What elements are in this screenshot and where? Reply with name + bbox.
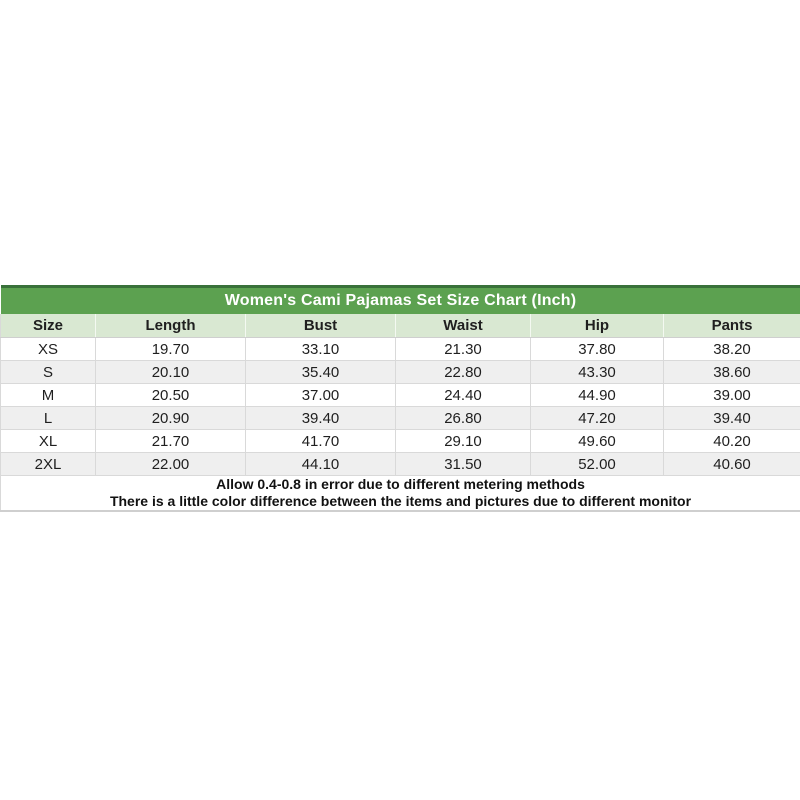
value-cell: 20.50 [96,384,246,407]
value-cell: 21.30 [396,338,531,361]
value-cell: 39.40 [246,407,396,430]
value-cell: 35.40 [246,361,396,384]
value-cell: 52.00 [531,453,664,476]
size-cell: L [1,407,96,430]
size-cell: 2XL [1,453,96,476]
value-cell: 43.30 [531,361,664,384]
note-metering-error: Allow 0.4-0.8 in error due to different metering methods [216,476,585,492]
notes-row [1,476,800,512]
value-cell: 49.60 [531,430,664,453]
value-cell: 20.90 [96,407,246,430]
value-cell: 38.20 [664,338,800,361]
chart-title: Women's Cami Pajamas Set Size Chart (Inch) [1,287,800,315]
title-row [1,287,800,315]
value-cell: 44.90 [531,384,664,407]
value-cell: 22.80 [396,361,531,384]
table-row-s [1,361,800,384]
column-header-length: Length [96,314,246,338]
value-cell: 33.10 [246,338,396,361]
size-cell: M [1,384,96,407]
notes-cell [1,476,800,512]
value-cell: 37.00 [246,384,396,407]
table-row-xs [1,338,800,361]
size-chart-table [0,285,800,512]
column-header-row [1,314,800,338]
column-header-pants: Pants [664,314,800,338]
value-cell: 29.10 [396,430,531,453]
size-cell: XL [1,430,96,453]
table-row-m [1,384,800,407]
value-cell: 37.80 [531,338,664,361]
value-cell: 24.40 [396,384,531,407]
column-header-hip: Hip [531,314,664,338]
size-cell: S [1,361,96,384]
table-row-l [1,407,800,430]
value-cell: 26.80 [396,407,531,430]
value-cell: 40.60 [664,453,800,476]
value-cell: 38.60 [664,361,800,384]
value-cell: 31.50 [396,453,531,476]
note-color-difference: There is a little color difference between the items and pictures due to different monitor [109,493,692,509]
value-cell: 22.00 [96,453,246,476]
column-header-waist: Waist [396,314,531,338]
value-cell: 20.10 [96,361,246,384]
value-cell: 21.70 [96,430,246,453]
value-cell: 39.40 [664,407,800,430]
table-row-xl [1,430,800,453]
value-cell: 19.70 [96,338,246,361]
column-header-bust: Bust [246,314,396,338]
value-cell: 47.20 [531,407,664,430]
table-row-2xl [1,453,800,476]
value-cell: 44.10 [246,453,396,476]
size-cell: XS [1,338,96,361]
column-header-size: Size [1,314,96,338]
value-cell: 41.70 [246,430,396,453]
value-cell: 40.20 [664,430,800,453]
value-cell: 39.00 [664,384,800,407]
